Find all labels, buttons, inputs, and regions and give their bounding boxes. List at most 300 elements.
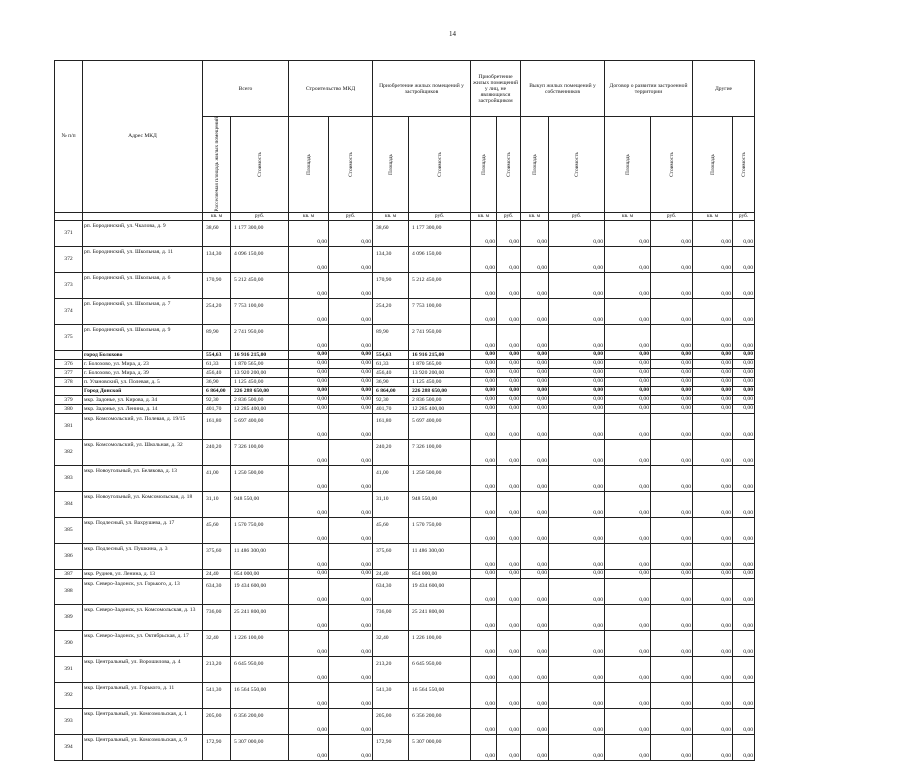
row-total-cost: 2 741 950,00 (231, 324, 289, 350)
row-other-cost: 0,00 (733, 359, 755, 368)
row-total-cost: 226 288 650,00 (231, 386, 289, 395)
row-other-area: 0,00 (521, 404, 549, 413)
row-number: 375 (55, 324, 83, 350)
row-construction-area: 0,00 (289, 395, 329, 404)
row-other-area: 0,00 (521, 543, 549, 569)
row-address: мкр. Руднев, ул. Ленина, д. 13 (83, 569, 203, 578)
row-number: 393 (55, 708, 83, 734)
row-other-cost: 0,00 (549, 386, 605, 395)
row-other-area: 0,00 (605, 543, 651, 569)
table-row (55, 682, 755, 708)
row-other-cost: 0,00 (497, 630, 521, 656)
row-other-area: 0,00 (693, 324, 733, 350)
header-purchase-non-developers: Приобретение жилых помещений у лиц, не являющихся застройщиком (471, 61, 521, 117)
row-construction-area: 0,00 (289, 350, 329, 359)
row-developer-area: 24,40 (373, 569, 409, 578)
row-developer-cost: 16 916 215,00 (409, 350, 471, 359)
row-other-area: 0,00 (521, 377, 549, 386)
row-other-cost: 0,00 (497, 656, 521, 682)
row-other-cost: 0,00 (497, 404, 521, 413)
row-other-cost: 0,00 (549, 377, 605, 386)
row-other-area: 0,00 (471, 491, 497, 517)
row-developer-cost: 1 226 100,00 (409, 630, 471, 656)
row-developer-cost: 5 697 400,00 (409, 413, 471, 439)
row-other-area: 0,00 (605, 708, 651, 734)
row-other-area: 0,00 (471, 604, 497, 630)
row-other-cost: 0,00 (733, 656, 755, 682)
row-other-area: 0,00 (521, 734, 549, 760)
row-total-cost: 1 226 100,00 (231, 630, 289, 656)
row-other-area: 0,00 (693, 656, 733, 682)
table-row (55, 578, 755, 604)
row-other-area: 0,00 (605, 350, 651, 359)
row-other-cost: 0,00 (497, 350, 521, 359)
table-row (55, 656, 755, 682)
row-total-cost: 16 564 550,00 (231, 682, 289, 708)
row-other-cost: 0,00 (651, 630, 693, 656)
row-other-area: 0,00 (693, 404, 733, 413)
row-other-area: 0,00 (471, 465, 497, 491)
row-other-area: 0,00 (471, 298, 497, 324)
row-construction-area: 0,00 (289, 377, 329, 386)
row-other-area: 0,00 (693, 543, 733, 569)
row-number: 384 (55, 491, 83, 517)
row-construction-cost: 0,00 (329, 465, 373, 491)
row-construction-cost: 0,00 (329, 491, 373, 517)
row-other-cost: 0,00 (651, 324, 693, 350)
row-other-area: 0,00 (471, 386, 497, 395)
row-other-area: 0,00 (471, 368, 497, 377)
row-developer-cost: 11 486 300,00 (409, 543, 471, 569)
row-number: 389 (55, 604, 83, 630)
row-number: 374 (55, 298, 83, 324)
row-other-cost: 0,00 (733, 708, 755, 734)
row-other-cost: 0,00 (549, 324, 605, 350)
row-construction-cost: 0,00 (329, 439, 373, 465)
row-address: мкр. Новоугольный, ул. Комсомольская, д. 18 (83, 491, 203, 517)
row-address: г. Болохово, ул. Мира, д. 39 (83, 368, 203, 377)
row-construction-cost: 0,00 (329, 386, 373, 395)
row-other-area: 0,00 (521, 413, 549, 439)
row-other-cost: 0,00 (651, 569, 693, 578)
row-other-area: 0,00 (605, 734, 651, 760)
row-developer-area: 92,30 (373, 395, 409, 404)
row-other-area: 0,00 (693, 734, 733, 760)
row-address: мкр. Северо-Задонск, ул. Горького, д. 13 (83, 578, 203, 604)
row-address: мкр. Северо-Задонск, ул. Комсомольская, д. 13 (83, 604, 203, 630)
row-construction-area: 0,00 (289, 246, 329, 272)
row-other-cost: 0,00 (549, 413, 605, 439)
row-other-cost: 0,00 (733, 569, 755, 578)
subheader-area-total: Расселяемая площадь жилых помещений (213, 117, 220, 212)
row-other-cost: 0,00 (549, 404, 605, 413)
row-other-area: 0,00 (471, 630, 497, 656)
row-other-cost: 0,00 (651, 377, 693, 386)
row-other-cost: 0,00 (651, 359, 693, 368)
subheader-cost: Стоимость (256, 151, 263, 177)
table-row (55, 708, 755, 734)
row-developer-area: 254,20 (373, 298, 409, 324)
row-other-cost: 0,00 (651, 439, 693, 465)
row-developer-area: 170,90 (373, 272, 409, 298)
row-construction-cost: 0,00 (329, 377, 373, 386)
row-total-cost: 7 326 100,00 (231, 439, 289, 465)
unit-cost: руб. (497, 212, 521, 220)
row-developer-cost: 2 836 500,00 (409, 395, 471, 404)
row-address: мкр. Подлесный, ул. Вахрушева, д. 17 (83, 517, 203, 543)
subheader-area: Площадь (531, 153, 538, 175)
unit-cost: руб. (651, 212, 693, 220)
row-other-area: 0,00 (693, 630, 733, 656)
row-other-cost: 0,00 (549, 272, 605, 298)
row-other-area: 0,00 (521, 395, 549, 404)
row-other-cost: 0,00 (651, 413, 693, 439)
row-construction-cost: 0,00 (329, 359, 373, 368)
row-developer-area: 89,90 (373, 324, 409, 350)
row-total-area: 32,40 (203, 630, 231, 656)
row-other-cost: 0,00 (549, 220, 605, 246)
row-construction-cost: 0,00 (329, 569, 373, 578)
row-developer-cost: 854 000,00 (409, 569, 471, 578)
row-other-cost: 0,00 (497, 395, 521, 404)
row-other-area: 0,00 (471, 569, 497, 578)
row-total-area: 38,60 (203, 220, 231, 246)
subheader-area: Площадь (709, 153, 716, 175)
row-other-cost: 0,00 (733, 324, 755, 350)
row-other-area: 0,00 (605, 604, 651, 630)
row-developer-cost: 6 356 200,00 (409, 708, 471, 734)
units-row (55, 212, 755, 220)
row-other-cost: 0,00 (549, 517, 605, 543)
row-other-area: 0,00 (521, 708, 549, 734)
row-other-cost: 0,00 (651, 578, 693, 604)
row-developer-area: 736,00 (373, 604, 409, 630)
row-total-area: 161,80 (203, 413, 231, 439)
header-address: Адрес МКД (83, 61, 203, 213)
row-other-cost: 0,00 (651, 298, 693, 324)
row-other-cost: 0,00 (733, 491, 755, 517)
table-row (55, 439, 755, 465)
row-number: 387 (55, 569, 83, 578)
row-number: 386 (55, 543, 83, 569)
row-other-cost: 0,00 (497, 708, 521, 734)
row-other-area: 0,00 (605, 359, 651, 368)
row-total-area: 456,40 (203, 368, 231, 377)
row-number: 390 (55, 630, 83, 656)
subtotal-row (55, 386, 755, 395)
row-other-area: 0,00 (605, 465, 651, 491)
row-construction-area: 0,00 (289, 604, 329, 630)
row-other-area: 0,00 (471, 220, 497, 246)
row-number: 382 (55, 439, 83, 465)
row-other-area: 0,00 (521, 465, 549, 491)
row-developer-cost: 948 550,00 (409, 491, 471, 517)
row-other-area: 0,00 (693, 517, 733, 543)
row-other-area: 0,00 (471, 439, 497, 465)
row-other-cost: 0,00 (549, 465, 605, 491)
row-total-area: 240,20 (203, 439, 231, 465)
row-other-area: 0,00 (471, 656, 497, 682)
row-construction-area: 0,00 (289, 413, 329, 439)
table-row (55, 395, 755, 404)
row-other-area: 0,00 (521, 368, 549, 377)
header-total: Всего (203, 61, 289, 117)
row-total-area: 554,63 (203, 350, 231, 359)
unit-area: кв. м (289, 212, 329, 220)
row-other-cost: 0,00 (549, 578, 605, 604)
row-other-cost: 0,00 (733, 682, 755, 708)
row-other-area: 0,00 (521, 578, 549, 604)
unit-cost: руб. (329, 212, 373, 220)
subheader-area: Площадь (387, 153, 394, 175)
row-total-area: 41,00 (203, 465, 231, 491)
row-address: мкр. Комсомольский, ул. Школьная, д. 32 (83, 439, 203, 465)
row-total-area: 61,33 (203, 359, 231, 368)
row-other-cost: 0,00 (733, 543, 755, 569)
table-row (55, 465, 755, 491)
row-address: мкр. Центральный, ул. Комсомольская, д. 1 (83, 708, 203, 734)
row-other-cost: 0,00 (497, 246, 521, 272)
row-other-cost: 0,00 (733, 517, 755, 543)
row-total-area: 6 864,00 (203, 386, 231, 395)
row-other-cost: 0,00 (733, 298, 755, 324)
row-other-area: 0,00 (693, 386, 733, 395)
table-header (55, 61, 755, 221)
row-developer-area: 6 864,00 (373, 386, 409, 395)
row-total-area: 92,30 (203, 395, 231, 404)
row-number: 373 (55, 272, 83, 298)
row-other-area: 0,00 (693, 359, 733, 368)
row-other-cost: 0,00 (733, 578, 755, 604)
row-construction-cost: 0,00 (329, 298, 373, 324)
row-other-cost: 0,00 (733, 465, 755, 491)
row-other-area: 0,00 (521, 569, 549, 578)
row-other-area: 0,00 (521, 517, 549, 543)
row-construction-area: 0,00 (289, 569, 329, 578)
row-total-area: 172,90 (203, 734, 231, 760)
row-number: 378 (55, 377, 83, 386)
row-other-area: 0,00 (521, 386, 549, 395)
row-other-area: 0,00 (521, 630, 549, 656)
row-other-cost: 0,00 (497, 377, 521, 386)
table-row (55, 517, 755, 543)
row-total-cost: 16 916 215,00 (231, 350, 289, 359)
row-other-cost: 0,00 (733, 246, 755, 272)
row-other-cost: 0,00 (497, 386, 521, 395)
row-other-cost: 0,00 (651, 465, 693, 491)
table-row (55, 630, 755, 656)
row-construction-cost: 0,00 (329, 324, 373, 350)
row-other-cost: 0,00 (733, 404, 755, 413)
row-developer-cost: 7 326 100,00 (409, 439, 471, 465)
row-total-cost: 6 356 200,00 (231, 708, 289, 734)
row-other-area: 0,00 (605, 377, 651, 386)
row-construction-area: 0,00 (289, 220, 329, 246)
row-other-area: 0,00 (605, 682, 651, 708)
row-construction-area: 0,00 (289, 517, 329, 543)
row-number: 379 (55, 395, 83, 404)
row-developer-cost: 1 870 565,00 (409, 359, 471, 368)
row-total-area: 134,30 (203, 246, 231, 272)
row-other-cost: 0,00 (549, 543, 605, 569)
table-row (55, 220, 755, 246)
row-construction-cost: 0,00 (329, 682, 373, 708)
row-other-area: 0,00 (693, 413, 733, 439)
row-other-area: 0,00 (521, 604, 549, 630)
row-other-area: 0,00 (605, 395, 651, 404)
row-other-area: 0,00 (693, 298, 733, 324)
row-other-area: 0,00 (471, 377, 497, 386)
row-construction-area: 0,00 (289, 439, 329, 465)
row-other-area: 0,00 (521, 439, 549, 465)
row-other-area: 0,00 (605, 368, 651, 377)
row-other-area: 0,00 (693, 569, 733, 578)
row-construction-cost: 0,00 (329, 708, 373, 734)
row-other-cost: 0,00 (497, 324, 521, 350)
subheader-cost: Стоимость (347, 151, 354, 177)
unit-cost: руб. (409, 212, 471, 220)
row-other-cost: 0,00 (497, 220, 521, 246)
row-construction-area: 0,00 (289, 359, 329, 368)
row-other-area: 0,00 (471, 395, 497, 404)
unit-area: кв. м (605, 212, 651, 220)
row-construction-area: 0,00 (289, 298, 329, 324)
row-other-area: 0,00 (471, 350, 497, 359)
row-number (55, 350, 83, 359)
row-number: 377 (55, 368, 83, 377)
row-other-cost: 0,00 (497, 569, 521, 578)
row-developer-area: 205,00 (373, 708, 409, 734)
row-other-area: 0,00 (471, 517, 497, 543)
row-developer-area: 38,60 (373, 220, 409, 246)
row-number: 394 (55, 734, 83, 760)
unit-area: кв. м (693, 212, 733, 220)
row-developer-cost: 5 307 000,00 (409, 734, 471, 760)
row-total-area: 45,60 (203, 517, 231, 543)
row-other-area: 0,00 (471, 359, 497, 368)
header-buyout-owners: Выкуп жилых помещений у собственников (521, 61, 605, 117)
row-other-cost: 0,00 (733, 377, 755, 386)
row-other-area: 0,00 (471, 246, 497, 272)
row-total-area: 736,00 (203, 604, 231, 630)
row-other-area: 0,00 (693, 604, 733, 630)
row-other-cost: 0,00 (651, 734, 693, 760)
row-construction-cost: 0,00 (329, 656, 373, 682)
row-other-cost: 0,00 (651, 395, 693, 404)
row-construction-cost: 0,00 (329, 272, 373, 298)
row-other-cost: 0,00 (497, 439, 521, 465)
row-developer-cost: 1 177 300,00 (409, 220, 471, 246)
row-construction-cost: 0,00 (329, 404, 373, 413)
row-other-cost: 0,00 (497, 682, 521, 708)
row-other-area: 0,00 (605, 386, 651, 395)
row-total-cost: 854 000,00 (231, 569, 289, 578)
row-developer-area: 134,30 (373, 246, 409, 272)
row-address: мкр. Центральный, ул. Ворошилова, д. 4 (83, 656, 203, 682)
row-total-cost: 5 212 450,00 (231, 272, 289, 298)
row-other-cost: 0,00 (651, 368, 693, 377)
row-construction-cost: 0,00 (329, 604, 373, 630)
row-other-area: 0,00 (521, 359, 549, 368)
row-construction-area: 0,00 (289, 682, 329, 708)
subheader-cost: Стоимость (573, 151, 580, 177)
header-construction: Строительство МКД (289, 61, 373, 117)
row-developer-area: 172,90 (373, 734, 409, 760)
row-other-cost: 0,00 (651, 543, 693, 569)
row-total-cost: 5 307 000,00 (231, 734, 289, 760)
row-developer-area: 634,30 (373, 578, 409, 604)
row-other-area: 0,00 (471, 404, 497, 413)
row-construction-cost: 0,00 (329, 220, 373, 246)
row-other-cost: 0,00 (651, 682, 693, 708)
row-developer-area: 401,70 (373, 404, 409, 413)
row-total-cost: 1 570 750,00 (231, 517, 289, 543)
row-address: Город Донской (83, 386, 203, 395)
table-row (55, 298, 755, 324)
row-other-cost: 0,00 (497, 543, 521, 569)
row-other-area: 0,00 (521, 246, 549, 272)
row-other-cost: 0,00 (651, 272, 693, 298)
row-other-cost: 0,00 (733, 734, 755, 760)
row-address: рп. Бородинский, ул. Школьная, д. 11 (83, 246, 203, 272)
row-total-area: 254,20 (203, 298, 231, 324)
row-number (55, 386, 83, 395)
row-other-cost: 0,00 (733, 439, 755, 465)
row-other-area: 0,00 (521, 682, 549, 708)
row-construction-cost: 0,00 (329, 350, 373, 359)
row-other-area: 0,00 (605, 298, 651, 324)
row-construction-area: 0,00 (289, 656, 329, 682)
subheader-area: Площадь (480, 153, 487, 175)
row-total-area: 89,90 (203, 324, 231, 350)
row-number: 372 (55, 246, 83, 272)
row-address: мкр. Задонье, ул. Ленина, д. 14 (83, 404, 203, 413)
row-developer-cost: 1 570 750,00 (409, 517, 471, 543)
row-other-area: 0,00 (605, 220, 651, 246)
table-row (55, 368, 755, 377)
row-other-area: 0,00 (521, 298, 549, 324)
subheader-area: Площадь (305, 153, 312, 175)
row-developer-cost: 12 285 400,00 (409, 404, 471, 413)
subheader-cost: Стоимость (436, 151, 443, 177)
row-other-cost: 0,00 (651, 386, 693, 395)
row-other-cost: 0,00 (549, 630, 605, 656)
row-other-area: 0,00 (605, 404, 651, 413)
row-other-area: 0,00 (605, 324, 651, 350)
table-row (55, 359, 755, 368)
row-construction-cost: 0,00 (329, 543, 373, 569)
row-developer-area: 161,80 (373, 413, 409, 439)
row-other-cost: 0,00 (733, 368, 755, 377)
row-construction-area: 0,00 (289, 708, 329, 734)
row-other-cost: 0,00 (651, 604, 693, 630)
row-other-cost: 0,00 (497, 734, 521, 760)
row-other-area: 0,00 (471, 578, 497, 604)
row-total-cost: 11 486 300,00 (231, 543, 289, 569)
row-developer-area: 36,90 (373, 377, 409, 386)
row-total-area: 401,70 (203, 404, 231, 413)
table-row (55, 404, 755, 413)
row-other-cost: 0,00 (549, 395, 605, 404)
unit-area: кв. м (521, 212, 549, 220)
row-other-cost: 0,00 (549, 734, 605, 760)
row-number: 385 (55, 517, 83, 543)
row-other-area: 0,00 (693, 682, 733, 708)
row-other-area: 0,00 (471, 413, 497, 439)
row-other-cost: 0,00 (549, 569, 605, 578)
row-total-cost: 25 241 800,00 (231, 604, 289, 630)
row-other-cost: 0,00 (497, 517, 521, 543)
